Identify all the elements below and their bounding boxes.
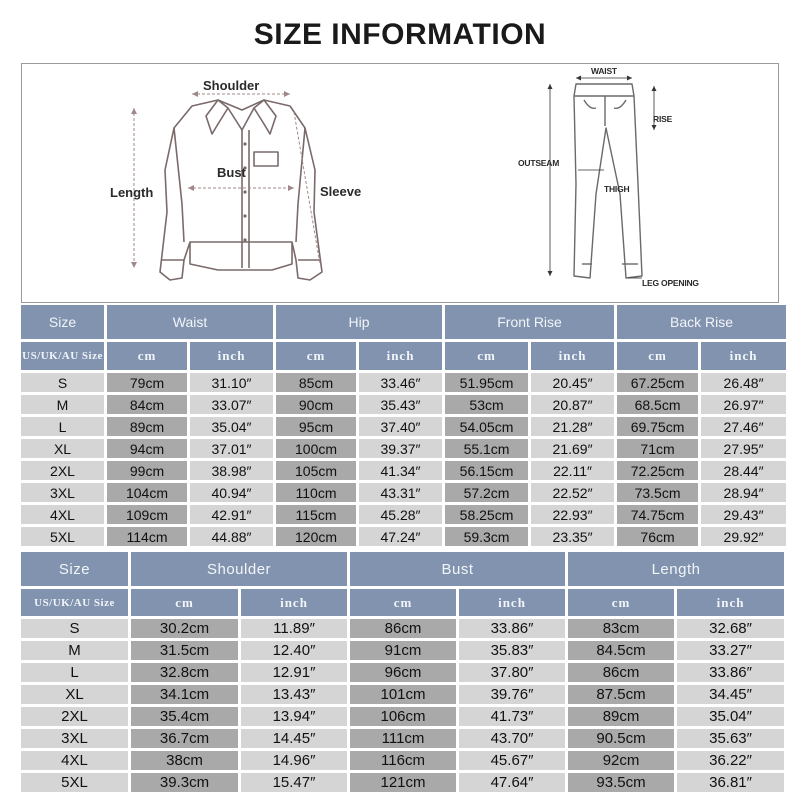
front-rise-header: Front Rise xyxy=(445,305,614,339)
inch-value-cell: 35.43″ xyxy=(359,395,442,414)
garment-diagram xyxy=(21,63,779,303)
inch-value-cell: 41.73″ xyxy=(459,707,565,726)
cm-value-cell: 121cm xyxy=(350,773,456,792)
inch-value-cell: 35.04″ xyxy=(190,417,273,436)
inch-value-cell: 47.24″ xyxy=(359,527,442,546)
inch-value-cell: 33.07″ xyxy=(190,395,273,414)
inch-value-cell: 43.70″ xyxy=(459,729,565,748)
page-title: SIZE INFORMATION xyxy=(253,18,547,51)
unit-header: cm xyxy=(617,342,698,370)
inch-value-cell: 26.97″ xyxy=(701,395,786,414)
unit-header: inch xyxy=(359,342,442,370)
table-row xyxy=(21,729,784,748)
size-cell: 3XL xyxy=(21,483,104,502)
cm-value-cell: 54.05cm xyxy=(445,417,528,436)
cm-value-cell: 72.25cm xyxy=(617,461,698,480)
inch-value-cell: 43.31″ xyxy=(359,483,442,502)
unit-header: inch xyxy=(677,589,784,616)
table-row xyxy=(21,483,786,502)
inch-value-cell: 27.95″ xyxy=(701,439,786,458)
inch-value-cell: 13.43″ xyxy=(241,685,347,704)
inch-value-cell: 13.94″ xyxy=(241,707,347,726)
size-cell: S xyxy=(21,373,104,392)
inch-value-cell: 44.88″ xyxy=(190,527,273,546)
size-cell: 4XL xyxy=(21,751,128,770)
waist-label: WAIST xyxy=(591,66,617,76)
unit-header: cm xyxy=(107,342,187,370)
cm-value-cell: 86cm xyxy=(568,663,674,682)
cm-value-cell: 89cm xyxy=(568,707,674,726)
inch-value-cell: 14.96″ xyxy=(241,751,347,770)
cm-value-cell: 39.3cm xyxy=(131,773,238,792)
cm-value-cell: 84.5cm xyxy=(568,641,674,660)
cm-value-cell: 71cm xyxy=(617,439,698,458)
cm-value-cell: 31.5cm xyxy=(131,641,238,660)
cm-value-cell: 111cm xyxy=(350,729,456,748)
inch-value-cell: 36.22″ xyxy=(677,751,784,770)
cm-value-cell: 96cm xyxy=(350,663,456,682)
inch-value-cell: 34.45″ xyxy=(677,685,784,704)
cm-value-cell: 34.1cm xyxy=(131,685,238,704)
waist-header: Waist xyxy=(107,305,273,339)
inch-value-cell: 40.94″ xyxy=(190,483,273,502)
inch-value-cell: 35.63″ xyxy=(677,729,784,748)
table-row xyxy=(21,417,786,436)
cm-value-cell: 89cm xyxy=(107,417,187,436)
unit-header: inch xyxy=(241,589,347,616)
cm-value-cell: 36.7cm xyxy=(131,729,238,748)
cm-value-cell: 90.5cm xyxy=(568,729,674,748)
size-cell: 2XL xyxy=(21,461,104,480)
cm-value-cell: 38cm xyxy=(131,751,238,770)
cm-value-cell: 109cm xyxy=(107,505,187,524)
size-cell: L xyxy=(21,663,128,682)
cm-value-cell: 67.25cm xyxy=(617,373,698,392)
garment-illustration xyxy=(22,64,780,304)
table-row xyxy=(21,641,784,660)
inch-value-cell: 23.35″ xyxy=(531,527,614,546)
cm-value-cell: 76cm xyxy=(617,527,698,546)
unit-header: inch xyxy=(190,342,273,370)
inch-value-cell: 35.04″ xyxy=(677,707,784,726)
length-header: Length xyxy=(568,552,784,586)
cm-value-cell: 74.75cm xyxy=(617,505,698,524)
inch-value-cell: 21.69″ xyxy=(531,439,614,458)
cm-value-cell: 86cm xyxy=(350,619,456,638)
inch-value-cell: 20.87″ xyxy=(531,395,614,414)
cm-value-cell: 100cm xyxy=(276,439,356,458)
shoulder-label: Shoulder xyxy=(203,78,260,93)
table-row xyxy=(21,619,784,638)
inch-value-cell: 29.92″ xyxy=(701,527,786,546)
cm-value-cell: 94cm xyxy=(107,439,187,458)
size-cell: XL xyxy=(21,685,128,704)
cm-value-cell: 99cm xyxy=(107,461,187,480)
cm-value-cell: 110cm xyxy=(276,483,356,502)
table-row xyxy=(21,461,786,480)
cm-value-cell: 53cm xyxy=(445,395,528,414)
inch-value-cell: 21.28″ xyxy=(531,417,614,436)
cm-value-cell: 73.5cm xyxy=(617,483,698,502)
size-cell: 5XL xyxy=(21,527,104,546)
cm-value-cell: 55.1cm xyxy=(445,439,528,458)
size-cell: 5XL xyxy=(21,773,128,792)
length-label: Length xyxy=(110,185,154,200)
cm-value-cell: 69.75cm xyxy=(617,417,698,436)
bust-header: Bust xyxy=(350,552,565,586)
leg-opening-label: LEG OPENING xyxy=(642,278,699,288)
table-row xyxy=(21,751,784,770)
unit-header: cm xyxy=(568,589,674,616)
cm-value-cell: 106cm xyxy=(350,707,456,726)
inch-value-cell: 22.52″ xyxy=(531,483,614,502)
size-cell: M xyxy=(21,641,128,660)
shoulder-header: Shoulder xyxy=(131,552,347,586)
pants-size-table xyxy=(18,302,789,549)
inch-value-cell: 22.93″ xyxy=(531,505,614,524)
size-cell: 3XL xyxy=(21,729,128,748)
cm-value-cell: 91cm xyxy=(350,641,456,660)
inch-value-cell: 31.10″ xyxy=(190,373,273,392)
cm-value-cell: 114cm xyxy=(107,527,187,546)
inch-value-cell: 12.40″ xyxy=(241,641,347,660)
back-rise-header: Back Rise xyxy=(617,305,786,339)
unit-header: inch xyxy=(459,589,565,616)
table-row xyxy=(21,663,784,682)
sleeve-label: Sleeve xyxy=(320,184,362,199)
size-cell: L xyxy=(21,417,104,436)
inch-value-cell: 15.47″ xyxy=(241,773,347,792)
cm-value-cell: 30.2cm xyxy=(131,619,238,638)
table-row xyxy=(21,707,784,726)
size-header: Size xyxy=(21,552,128,586)
cm-value-cell: 115cm xyxy=(276,505,356,524)
cm-value-cell: 101cm xyxy=(350,685,456,704)
unit-header: cm xyxy=(131,589,238,616)
cm-value-cell: 56.15cm xyxy=(445,461,528,480)
inch-value-cell: 28.94″ xyxy=(701,483,786,502)
thigh-label: THIGH xyxy=(604,184,630,194)
inch-value-cell: 47.64″ xyxy=(459,773,565,792)
cm-value-cell: 83cm xyxy=(568,619,674,638)
inch-value-cell: 45.67″ xyxy=(459,751,565,770)
shirt-size-table xyxy=(18,549,787,795)
cm-value-cell: 84cm xyxy=(107,395,187,414)
inch-value-cell: 22.11″ xyxy=(531,461,614,480)
hip-header: Hip xyxy=(276,305,442,339)
unit-header: cm xyxy=(276,342,356,370)
rise-label: RISE xyxy=(653,114,673,124)
size-cell: XL xyxy=(21,439,104,458)
unit-header: inch xyxy=(701,342,786,370)
cm-value-cell: 59.3cm xyxy=(445,527,528,546)
cm-value-cell: 35.4cm xyxy=(131,707,238,726)
table-row xyxy=(21,505,786,524)
size-cell: 4XL xyxy=(21,505,104,524)
inch-value-cell: 45.28″ xyxy=(359,505,442,524)
cm-value-cell: 116cm xyxy=(350,751,456,770)
bust-label: Bust xyxy=(217,165,246,180)
inch-value-cell: 33.86″ xyxy=(459,619,565,638)
size-cell: 2XL xyxy=(21,707,128,726)
cm-value-cell: 120cm xyxy=(276,527,356,546)
inch-value-cell: 28.44″ xyxy=(701,461,786,480)
unit-header: cm xyxy=(350,589,456,616)
cm-value-cell: 57.2cm xyxy=(445,483,528,502)
cm-value-cell: 104cm xyxy=(107,483,187,502)
inch-value-cell: 36.81″ xyxy=(677,773,784,792)
region-size-header: US/UK/AU Size xyxy=(21,342,104,370)
cm-value-cell: 105cm xyxy=(276,461,356,480)
size-cell: M xyxy=(21,395,104,414)
unit-header: cm xyxy=(445,342,528,370)
table-row xyxy=(21,439,786,458)
table-row xyxy=(21,395,786,414)
inch-value-cell: 39.37″ xyxy=(359,439,442,458)
inch-value-cell: 42.91″ xyxy=(190,505,273,524)
size-header: Size xyxy=(21,305,104,339)
inch-value-cell: 11.89″ xyxy=(241,619,347,638)
table-row xyxy=(21,773,784,792)
region-size-header: US/UK/AU Size xyxy=(21,589,128,616)
table-row xyxy=(21,373,786,392)
size-cell: S xyxy=(21,619,128,638)
cm-value-cell: 90cm xyxy=(276,395,356,414)
cm-value-cell: 68.5cm xyxy=(617,395,698,414)
inch-value-cell: 41.34″ xyxy=(359,461,442,480)
cm-value-cell: 92cm xyxy=(568,751,674,770)
cm-value-cell: 58.25cm xyxy=(445,505,528,524)
inch-value-cell: 39.76″ xyxy=(459,685,565,704)
inch-value-cell: 29.43″ xyxy=(701,505,786,524)
inch-value-cell: 12.91″ xyxy=(241,663,347,682)
inch-value-cell: 37.01″ xyxy=(190,439,273,458)
inch-value-cell: 14.45″ xyxy=(241,729,347,748)
table-row xyxy=(21,685,784,704)
inch-value-cell: 37.80″ xyxy=(459,663,565,682)
inch-value-cell: 33.86″ xyxy=(677,663,784,682)
cm-value-cell: 93.5cm xyxy=(568,773,674,792)
cm-value-cell: 32.8cm xyxy=(131,663,238,682)
inch-value-cell: 38.98″ xyxy=(190,461,273,480)
cm-value-cell: 95cm xyxy=(276,417,356,436)
inch-value-cell: 37.40″ xyxy=(359,417,442,436)
inch-value-cell: 26.48″ xyxy=(701,373,786,392)
table-row xyxy=(21,527,786,546)
cm-value-cell: 79cm xyxy=(107,373,187,392)
cm-value-cell: 85cm xyxy=(276,373,356,392)
inch-value-cell: 33.27″ xyxy=(677,641,784,660)
inch-value-cell: 33.46″ xyxy=(359,373,442,392)
inch-value-cell: 20.45″ xyxy=(531,373,614,392)
inch-value-cell: 32.68″ xyxy=(677,619,784,638)
unit-header: inch xyxy=(531,342,614,370)
outseam-label: OUTSEAM xyxy=(518,158,560,168)
inch-value-cell: 27.46″ xyxy=(701,417,786,436)
inch-value-cell: 35.83″ xyxy=(459,641,565,660)
cm-value-cell: 87.5cm xyxy=(568,685,674,704)
cm-value-cell: 51.95cm xyxy=(445,373,528,392)
